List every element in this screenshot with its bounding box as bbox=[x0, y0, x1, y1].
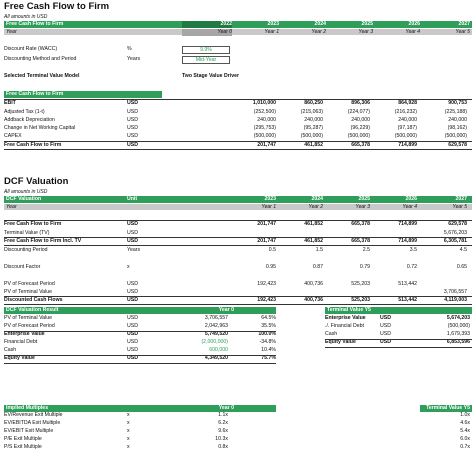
result-row-pct: 64.5% bbox=[261, 315, 276, 321]
dcf-row-value: 3.5 bbox=[409, 247, 417, 253]
dcf-row-value: 1.5 bbox=[315, 247, 323, 253]
tv-row-label: Equity Value bbox=[325, 339, 356, 345]
tv-model-label: Selected Terminal Value Model bbox=[4, 73, 80, 79]
fcff-row-unit: USD bbox=[127, 125, 138, 131]
dcf-row-value: 6,305,781 bbox=[443, 238, 467, 244]
multiples-header-bar bbox=[4, 405, 276, 412]
discount-method-select[interactable]: Mid-Year bbox=[182, 56, 230, 64]
year-header-cell: 2026 bbox=[408, 21, 420, 27]
discount-rate-unit: % bbox=[127, 46, 132, 52]
fcff-row-value: (216,232) bbox=[394, 109, 417, 115]
dcf-row-value: 5,676,203 bbox=[443, 230, 467, 236]
tv-row-value: 1,679,393 bbox=[446, 331, 470, 337]
dcf-row-value: 201,747 bbox=[257, 221, 276, 227]
year-header-cell: 2027 bbox=[458, 21, 470, 27]
section-title-dcf: DCF Valuation bbox=[4, 176, 69, 187]
result-row-label: Cash bbox=[4, 347, 17, 353]
fcff-row-value: 896,306 bbox=[351, 100, 370, 106]
result-row-label: PV of Forecast Period bbox=[4, 323, 55, 329]
year-index-cell: Year 5 bbox=[455, 28, 470, 35]
discount-rate-input[interactable]: 9.9% bbox=[182, 46, 230, 54]
dcf-row-value: 400,736 bbox=[304, 297, 323, 303]
dcf-row-label: Discounted Cash Flows bbox=[4, 297, 63, 303]
result-row-label: Financial Debt bbox=[4, 339, 38, 345]
result-row-unit: USD bbox=[127, 347, 138, 353]
fcff-row-value: (295,753) bbox=[253, 125, 276, 131]
dcf-year-header-cell: 2023 bbox=[264, 196, 276, 202]
result-row-unit: USD bbox=[127, 323, 138, 329]
year-index-cell: Year 1 bbox=[264, 28, 279, 35]
fcff-row-unit: USD bbox=[127, 142, 138, 148]
dcf-row-label: Free Cash Flow to Firm bbox=[4, 221, 62, 227]
fcff-row-value: (224,077) bbox=[347, 109, 370, 115]
multiple-row-unit: x bbox=[127, 444, 130, 450]
result-row-value: 5,749,520 bbox=[204, 331, 228, 337]
dcf-row-value: 192,423 bbox=[257, 281, 276, 287]
row-divider bbox=[4, 99, 472, 100]
discount-method-label: Discounting Method and Period bbox=[4, 56, 77, 62]
discount-rate-label: Discount Rate (WACC) bbox=[4, 46, 58, 52]
result-row-pct: 75.7% bbox=[261, 355, 276, 361]
dcf-bar-label: DCF Valuation bbox=[6, 196, 42, 202]
fcff-row-value: (215,063) bbox=[300, 109, 323, 115]
fcff-row-value: 864,928 bbox=[398, 100, 417, 106]
multiple-row-unit: x bbox=[127, 428, 130, 434]
fcff-row-value: (97,187) bbox=[397, 125, 417, 131]
row-divider bbox=[4, 149, 472, 150]
fcff-row-value: 240,000 bbox=[448, 117, 467, 123]
fcff-row-value: (98,162) bbox=[447, 125, 467, 131]
fcff-row-value: 240,000 bbox=[351, 117, 370, 123]
dcf-row-value: 461,852 bbox=[304, 221, 323, 227]
tv-multiple-value: 1.0x bbox=[460, 412, 470, 418]
fcff-row-value: 240,000 bbox=[257, 117, 276, 123]
dcf-row-value: 525,203 bbox=[351, 281, 370, 287]
year-index-cell: Year 0 bbox=[182, 29, 232, 36]
multiples-title: Implied Multiples bbox=[6, 405, 49, 411]
result-header-bar bbox=[4, 307, 276, 314]
fcff-row-value: 201,747 bbox=[257, 142, 276, 148]
tv-row-unit: USD bbox=[380, 339, 391, 345]
dcf-row-value: 3,706,557 bbox=[443, 289, 467, 295]
dcf-year-index-cell: Year 1 bbox=[261, 203, 276, 210]
dcf-row-value: 0.5 bbox=[268, 247, 276, 253]
fcff-row-value: (500,000) bbox=[394, 133, 417, 139]
dcf-row-value: 665,378 bbox=[351, 221, 370, 227]
dcf-row-value: 0.87 bbox=[312, 264, 323, 270]
dcf-row-unit: USD bbox=[127, 221, 138, 227]
dcf-year-header-cell: 2024 bbox=[311, 196, 323, 202]
dcf-row-value: 629,578 bbox=[448, 221, 467, 227]
header-bar-label: Free Cash Flow to Firm bbox=[6, 21, 64, 27]
result-row-unit: USD bbox=[127, 315, 138, 321]
result-row-label: PV of Terminal Value bbox=[4, 315, 52, 321]
dcf-row-unit: USD bbox=[127, 289, 138, 295]
result-row-unit: USD bbox=[127, 331, 138, 337]
row-divider bbox=[4, 220, 472, 221]
multiple-row-value: 9.6x bbox=[218, 428, 228, 434]
dcf-row-unit: USD bbox=[127, 281, 138, 287]
fcff-row-label: Adjusted Tax (1-t) bbox=[4, 109, 45, 115]
fcff-row-value: (96,229) bbox=[350, 125, 370, 131]
fcff-row-value: (95,287) bbox=[303, 125, 323, 131]
row-divider bbox=[4, 296, 472, 297]
multiple-row-unit: x bbox=[127, 436, 130, 442]
fcff-row-label: Change in Net Working Capital bbox=[4, 125, 76, 131]
result-row-pct: 100.0% bbox=[258, 331, 276, 337]
dcf-row-value: 4.5 bbox=[459, 247, 467, 253]
tv-row-value: (500,000) bbox=[447, 323, 470, 329]
dcf-year-label: Year bbox=[6, 203, 17, 210]
dcf-row-value: 0.79 bbox=[359, 264, 370, 270]
fcff-row-value: 1,010,000 bbox=[252, 100, 276, 106]
fcff-row-unit: USD bbox=[127, 117, 138, 123]
multiple-row-unit: x bbox=[127, 412, 130, 418]
year-index-cell: Year 4 bbox=[405, 28, 420, 35]
result-row-value: 4,349,520 bbox=[204, 355, 228, 361]
fcff-row-value: 665,378 bbox=[351, 142, 370, 148]
dcf-row-unit: USD bbox=[127, 238, 138, 244]
fcff-row-value: 714,899 bbox=[398, 142, 417, 148]
tv-multiple-value: 5.4x bbox=[460, 428, 470, 434]
dcf-row-value: 400,736 bbox=[304, 281, 323, 287]
result-row-label: Equity Value bbox=[4, 355, 35, 361]
fcff-subheader-label: Free Cash Flow to Firm bbox=[6, 91, 64, 97]
row-divider bbox=[325, 347, 472, 348]
tv-title: Terminal Value Y5 bbox=[327, 307, 371, 313]
tv-row-label: Enterprise Value bbox=[325, 315, 366, 321]
dcf-row-value: 0.72 bbox=[406, 264, 417, 270]
dcf-row-value: 513,442 bbox=[398, 297, 417, 303]
fcff-row-unit: USD bbox=[127, 133, 138, 139]
year-header-cell: 2023 bbox=[267, 21, 279, 27]
row-divider bbox=[4, 237, 472, 238]
fcff-row-value: 461,852 bbox=[304, 142, 323, 148]
dcf-row-unit: x bbox=[127, 264, 130, 270]
result-row-pct: 10.4% bbox=[261, 347, 276, 353]
tv-multiple-value: 6.0x bbox=[460, 436, 470, 442]
dcf-row-unit: Years bbox=[127, 247, 141, 253]
year-label: Year bbox=[6, 28, 17, 35]
dcf-row-value: 201,747 bbox=[257, 238, 276, 244]
row-divider bbox=[325, 339, 472, 340]
tv-row-value: 6,853,596 bbox=[446, 339, 470, 345]
dcf-year-index-cell: Year 5 bbox=[452, 203, 467, 210]
row-divider bbox=[4, 331, 276, 332]
dcf-row-label: PV of Terminal Value bbox=[4, 289, 52, 295]
dcf-row-value: 0.95 bbox=[265, 264, 276, 270]
dcf-row-label: Discount Factor bbox=[4, 264, 41, 270]
year-header-cell: 2022 bbox=[182, 21, 232, 28]
multiple-row-value: 0.8x bbox=[218, 444, 228, 450]
section-subtitle-fcff: All amounts in USD bbox=[4, 14, 48, 20]
fcff-row-value: (500,000) bbox=[300, 133, 323, 139]
dcf-row-label: PV of Forecast Period bbox=[4, 281, 55, 287]
row-divider bbox=[4, 355, 276, 356]
dcf-year-index-cell: Year 4 bbox=[402, 203, 417, 210]
fcff-row-value: 900,753 bbox=[448, 100, 467, 106]
result-row-value: 600,000 bbox=[209, 347, 228, 353]
fcff-row-label: CAPEX bbox=[4, 133, 22, 139]
dcf-row-value: 192,423 bbox=[257, 297, 276, 303]
dcf-row-value: 0.65 bbox=[456, 264, 467, 270]
tv-header-bar bbox=[325, 307, 472, 314]
fcff-row-unit: USD bbox=[127, 100, 138, 106]
result-row-value: 2,042,963 bbox=[204, 323, 228, 329]
tv-multiples-title: Terminal Value Y5 bbox=[426, 405, 470, 411]
fcff-row-unit: USD bbox=[127, 109, 138, 115]
result-row-value: 3,706,557 bbox=[204, 315, 228, 321]
multiple-row-value: 6.2x bbox=[218, 420, 228, 426]
dcf-row-value: 665,378 bbox=[351, 238, 370, 244]
year-index-cell: Year 2 bbox=[311, 28, 326, 35]
result-row-value: (2,000,000) bbox=[201, 339, 228, 345]
result-col-label: Year 0 bbox=[218, 307, 234, 313]
dcf-row-value: 525,203 bbox=[351, 297, 370, 303]
tv-multiple-value: 0.7x bbox=[460, 444, 470, 450]
fcff-row-value: (500,000) bbox=[253, 133, 276, 139]
year-index-cell: Year 3 bbox=[358, 28, 373, 35]
tv-row-label: Cash bbox=[325, 331, 338, 337]
multiple-row-label: EV/EBITDA Exit Multiple bbox=[4, 420, 61, 426]
tv-row-label: ./. Financial Debt bbox=[325, 323, 364, 329]
section-title-fcff: Free Cash Flow to Firm bbox=[4, 1, 110, 12]
tv-row-unit: USD bbox=[380, 323, 391, 329]
result-row-unit: USD bbox=[127, 339, 138, 345]
tv-multiple-value: 4.6x bbox=[460, 420, 470, 426]
dcf-row-value: 513,442 bbox=[398, 281, 417, 287]
result-row-pct: -34.8% bbox=[259, 339, 276, 345]
section-subtitle-dcf: All amounts in USD bbox=[4, 189, 48, 195]
multiple-row-unit: x bbox=[127, 420, 130, 426]
result-title: DCF Valuation Result bbox=[6, 307, 59, 313]
row-divider bbox=[4, 141, 472, 142]
fcff-row-label: Addback Depreciation bbox=[4, 117, 55, 123]
dcf-year-header-cell: 2026 bbox=[405, 196, 417, 202]
year-header-cell: 2025 bbox=[361, 21, 373, 27]
dcf-row-value: 4,119,003 bbox=[444, 297, 467, 303]
fcff-row-value: 240,000 bbox=[304, 117, 323, 123]
result-row-pct: 35.5% bbox=[261, 323, 276, 329]
fcff-row-value: (500,000) bbox=[347, 133, 370, 139]
multiple-row-value: 10.3x bbox=[215, 436, 228, 442]
multiple-row-value: 1.1x bbox=[218, 412, 228, 418]
dcf-year-index-cell: Year 2 bbox=[308, 203, 323, 210]
dcf-row-value: 714,899 bbox=[398, 221, 417, 227]
tv-row-value: 5,674,203 bbox=[446, 315, 470, 321]
fcff-row-value: 240,000 bbox=[398, 117, 417, 123]
multiple-row-label: P/S Exit Multiple bbox=[4, 444, 42, 450]
fcff-row-value: (225,188) bbox=[444, 109, 467, 115]
multiple-row-label: EV/EBIT Exit Multiple bbox=[4, 428, 54, 434]
dcf-row-unit: USD bbox=[127, 297, 138, 303]
fcff-row-label: EBIT bbox=[4, 100, 16, 106]
tv-row-unit: USD bbox=[380, 315, 391, 321]
discount-method-unit: Years bbox=[127, 56, 141, 62]
fcff-subheader-bar bbox=[4, 91, 162, 98]
fcff-row-label: Free Cash Flow to Firm bbox=[4, 142, 62, 148]
year-header-cell: 2024 bbox=[314, 21, 326, 27]
dcf-row-unit: USD bbox=[127, 230, 138, 236]
result-row-label: Enterprise Value bbox=[4, 331, 45, 337]
dcf-row-label: Terminal Value (TV) bbox=[4, 230, 50, 236]
fcff-row-value: 860,250 bbox=[304, 100, 323, 106]
dcf-year-index-cell: Year 3 bbox=[355, 203, 370, 210]
result-row-unit: USD bbox=[127, 355, 138, 361]
multiple-row-label: P/E Exit Multiple bbox=[4, 436, 42, 442]
dcf-row-value: 714,899 bbox=[398, 238, 417, 244]
dcf-row-value: 461,852 bbox=[304, 238, 323, 244]
dcf-row-value: 2.5 bbox=[362, 247, 370, 253]
dcf-row-label: Free Cash Flow to Firm Incl. TV bbox=[4, 238, 82, 244]
dcf-unit-label: Unit bbox=[127, 196, 138, 202]
multiples-col-label: Year 0 bbox=[218, 405, 234, 411]
fcff-row-value: (252,500) bbox=[253, 109, 276, 115]
tv-multiples-header-bar bbox=[420, 405, 472, 412]
dcf-year-header-cell: 2025 bbox=[358, 196, 370, 202]
row-divider bbox=[4, 363, 276, 364]
row-divider bbox=[4, 245, 472, 246]
multiple-row-label: EV/Revenue Exit Multiple bbox=[4, 412, 63, 418]
row-divider bbox=[4, 304, 472, 305]
dcf-year-header-cell: 2027 bbox=[455, 196, 467, 202]
fcff-row-value: (500,000) bbox=[444, 133, 467, 139]
fcff-row-value: 629,578 bbox=[448, 142, 467, 148]
dcf-row-label: Discounting Period bbox=[4, 247, 48, 253]
tv-row-unit: USD bbox=[380, 331, 391, 337]
tv-model-value: Two Stage Value Driver bbox=[182, 73, 239, 79]
